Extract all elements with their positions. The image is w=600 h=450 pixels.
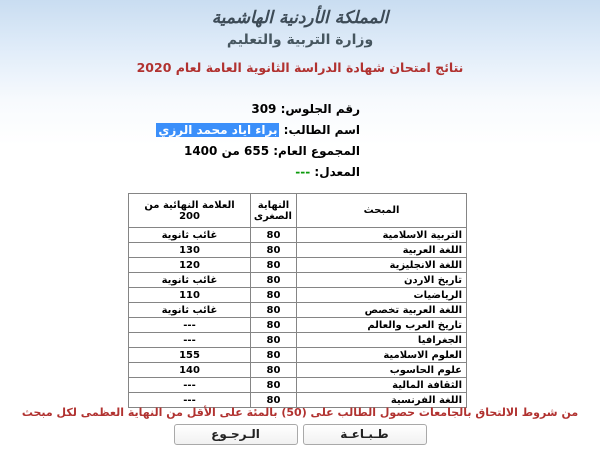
table-row [129,363,467,378]
table-row [129,348,467,363]
minimum-cell: 80 [251,363,297,378]
total-score-value: 655 [244,144,270,158]
final-mark-cell: 110 [129,288,251,303]
minimum-cell: 80 [251,288,297,303]
average-label: المعدل: [314,165,360,179]
table-header-row [129,194,467,228]
final-mark-cell: 140 [129,363,251,378]
subject-cell: تاريخ العرب والعالم [297,318,467,333]
subject-cell: الثقافة المالية [297,378,467,393]
average-value: --- [295,165,311,179]
seat-number-label: رقم الجلوس: [280,102,360,116]
final-mark-cell: غائب ثانوية [129,273,251,288]
minimum-cell: 80 [251,228,297,243]
seat-number-row [156,99,360,120]
subject-cell: علوم الحاسوب [297,363,467,378]
minimum-cell: 80 [251,393,297,408]
column-header-subject: المبحث [297,194,467,228]
table-row [129,318,467,333]
subject-cell: الجغرافيا [297,333,467,348]
minimum-cell: 80 [251,378,297,393]
final-mark-cell: --- [129,393,251,408]
student-name-value-highlighted: براء اياد محمد الرزي [158,123,278,137]
minimum-cell: 80 [251,318,297,333]
table-row [129,303,467,318]
total-max-value: 1400 [183,144,218,158]
table-row [129,378,467,393]
final-mark-cell: غائب ثانوية [129,228,251,243]
subject-cell: تاريخ الاردن [297,273,467,288]
final-mark-cell: --- [129,318,251,333]
ministry-header [0,6,600,50]
action-buttons [0,424,600,445]
subject-cell: اللغة العربية تخصص [297,303,467,318]
subject-cell: اللغة الانجليزية [297,258,467,273]
subject-cell: اللغة العربية [297,243,467,258]
student-name-label: اسم الطالب: [283,123,360,137]
final-mark-cell: 155 [129,348,251,363]
column-header-final-mark: العلامة النهائية من 200 [129,194,251,228]
subject-cell: العلوم الاسلامية [297,348,467,363]
minimum-cell: 80 [251,273,297,288]
minimum-cell: 80 [251,258,297,273]
table-row [129,333,467,348]
table-row [129,258,467,273]
table-row [129,273,467,288]
student-info-block [156,99,360,183]
seat-number-value: 309 [251,102,277,116]
university-admission-note: من شروط الالتحاق بالجامعات حصول الطالب على (50) بالمئة على الأقل من النهاية العظمى لكل مبحث [21,406,579,419]
table-row [129,228,467,243]
final-mark-cell: غائب ثانوية [129,303,251,318]
table-row [129,288,467,303]
table-row [129,243,467,258]
subject-cell: التربية الاسلامية [297,228,467,243]
minimum-cell: 80 [251,348,297,363]
page-title: نتائج امتحان شهادة الدراسة الثانوية العامة لعام 2020 [136,60,464,75]
minimum-cell: 80 [251,303,297,318]
final-mark-cell: 120 [129,258,251,273]
total-score-row [156,141,360,162]
subject-cell: الرياضيات [297,288,467,303]
print-button[interactable]: طـبـاعـة [303,424,427,445]
ministry-name: وزارة التربية والتعليم [226,32,374,48]
average-row [156,162,360,183]
total-score-label: المجموع العام: [273,144,360,158]
back-button[interactable]: الـرجـوع [174,424,298,445]
final-mark-cell: --- [129,333,251,348]
total-of-word: من [221,144,240,158]
kingdom-calligraphy-logo: المملكة الأردنية الهاشمية [211,8,389,28]
final-mark-cell: 130 [129,243,251,258]
student-name-row [156,120,360,141]
column-header-minimum: النهاية الصغرى [251,194,297,228]
subject-cell: اللغة الفرنسية [297,393,467,408]
results-table [128,193,467,408]
final-mark-cell: --- [129,378,251,393]
minimum-cell: 80 [251,333,297,348]
minimum-cell: 80 [251,243,297,258]
